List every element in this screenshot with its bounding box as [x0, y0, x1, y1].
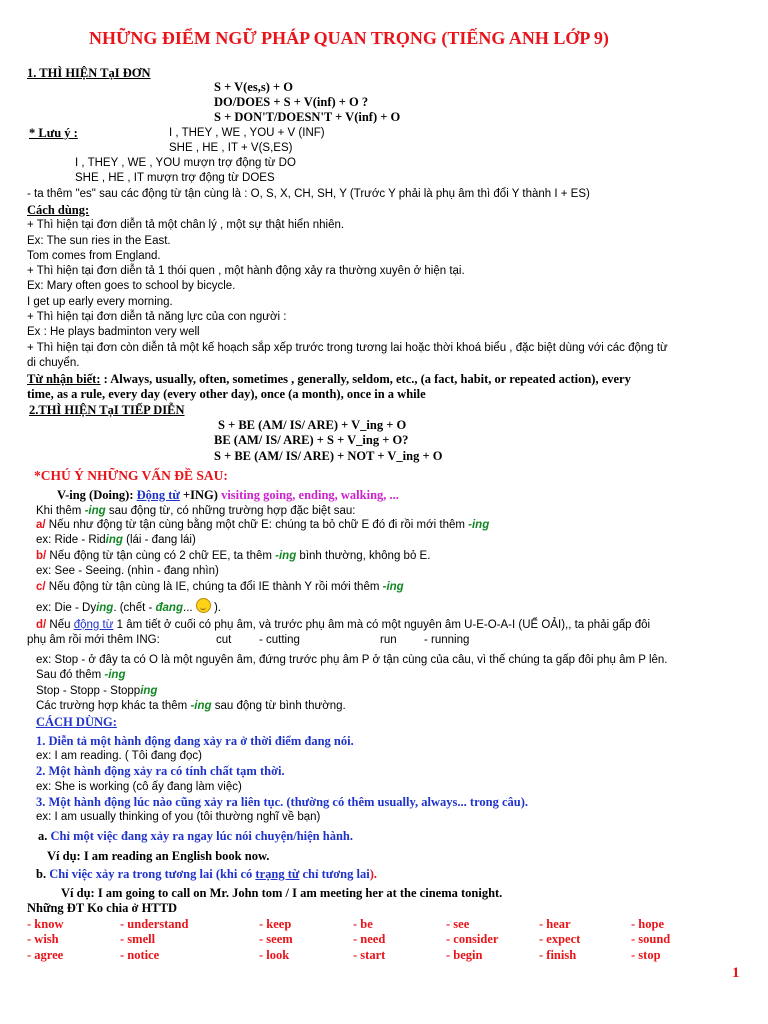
verb-item: - understand	[120, 917, 189, 931]
verb-item: - sound	[631, 932, 671, 946]
rule-a-ex-ing: ing	[105, 534, 123, 546]
rule-d-stop-ing: ing	[140, 685, 158, 697]
verb-item: - keep	[259, 917, 292, 931]
rule-a	[36, 518, 489, 533]
s1-use-2-ex2: I get up early every morning.	[27, 296, 173, 308]
rule-c	[36, 580, 404, 595]
rule-d-sau	[36, 668, 125, 683]
s2-formula-3: S + BE (AM/ IS/ ARE) + NOT + V_ing + O	[214, 449, 443, 463]
verb-item: - start	[353, 948, 386, 962]
verb-item: - consider	[446, 932, 499, 946]
rule-d-other	[36, 699, 346, 714]
s2-use-b-text-a: Chỉ việc xảy ra trong tương lai (khi có	[46, 867, 256, 881]
s2-use-b-label: b.	[36, 867, 47, 881]
rule-c-label: c/	[36, 581, 46, 593]
verb-item: - agree	[27, 948, 64, 962]
rule-d-run: run	[380, 634, 397, 646]
rule-c-ex-dang: đang	[155, 602, 183, 614]
luu-y-label: * Lưu ý :	[29, 126, 78, 140]
rule-c-ex-d: ).	[210, 602, 222, 614]
s2-use-2-ex: ex: She is working (cô ấy đang làm việc)	[36, 781, 242, 793]
rule-d-line-2: phụ âm rồi mới thêm ING:	[27, 634, 160, 646]
s2-use-a-label: a.	[38, 829, 48, 843]
rule-d-sau-ing: -ing	[104, 669, 126, 681]
verb-item: - notice	[120, 948, 160, 962]
rule-c-ex-ing: ing	[96, 602, 114, 614]
rule-b-ing: -ing	[275, 550, 297, 562]
rule-d-text-b: 1 âm tiết ở cuối có phụ âm, và trước phụ âm mà có một nguyên âm U-E-O-A-I (UỂ OẢI),, ta phải gấp đôi	[113, 619, 651, 631]
rule-c-ex-a: ex: Die - Dy	[36, 602, 97, 614]
rule-a-ex-b: (lái - đang lái)	[122, 534, 196, 546]
verb-item: - look	[259, 948, 290, 962]
rule-d-cutting: - cutting	[259, 634, 300, 646]
section-2-heading	[29, 403, 185, 418]
ving-dong-tu: Động từ	[136, 488, 180, 502]
s1-use-1-ex: Ex: The sun ries in the East.	[27, 235, 171, 247]
s2-formula-1: S + BE (AM/ IS/ ARE) + V_ing + O	[218, 418, 407, 432]
s1-use-2: + Thì hiện tại đơn diễn tả 1 thói quen , một hành động xảy ra thường xuyên ở hiện tại.	[27, 265, 465, 277]
rule-c-ex-b: . (chết -	[113, 602, 156, 614]
verb-item: - see	[446, 917, 470, 931]
verb-item: - smell	[120, 932, 156, 946]
s2-use-3-ex: ex: I am usually thinking of you (tôi thường nghĩ về bạn)	[36, 811, 321, 823]
s1-use-3: + Thì hiện tại đơn diễn tả năng lực của con người :	[27, 311, 287, 323]
es-rule: - ta thêm "es" sau các động từ tận cùng là : O, S, X, CH, SH, Y (Trước Y phải là phụ âm thì đổi Y thành I + ES)	[27, 188, 590, 200]
ving-label: V-ing (Doing):	[57, 488, 137, 502]
verb-item: - begin	[446, 948, 483, 962]
verb-item: - need	[353, 932, 386, 946]
luu-y-4: SHE , HE , IT mượn trợ động từ DOES	[75, 172, 275, 184]
tu-nhan-biet-label: Từ nhận biết:	[27, 372, 101, 386]
s2-formula-2: BE (AM/ IS/ ARE) + S + V_ing + O?	[214, 433, 409, 447]
rule-d-label: d/	[36, 619, 47, 631]
rule-d-stop	[36, 684, 157, 699]
rule-a-ex-a: ex: Ride - Rid	[36, 534, 106, 546]
s2-use-a	[38, 829, 353, 844]
rule-d-ex: ex: Stop - ở đây ta có O là một nguyên âm, đứng trước phụ âm P ở tận cùng của câu, vì thế chúng ta gấp đôi phụ âm P lên.	[36, 654, 668, 666]
rule-d-cut: cut	[216, 634, 232, 646]
ving-line	[57, 488, 399, 503]
rule-d-text-a: Nếu	[46, 619, 74, 631]
s2-use-b-text-b: chỉ tương lai	[299, 867, 370, 881]
section-1-heading	[27, 66, 151, 81]
verb-item: - expect	[539, 932, 581, 946]
s1-use-1: + Thì hiện tại đơn diễn tả một chân lý , một sự thật hiển nhiên.	[27, 219, 345, 231]
rule-c-ex	[36, 598, 221, 616]
rule-b-ex: ex: See - Seeing. (nhìn - đang nhìn)	[36, 565, 219, 577]
s2-vd-1: Ví dụ: I am reading an English book now.	[47, 849, 270, 863]
khi-them-ing: -ing	[84, 505, 106, 517]
luu-y-3: I , THEY , WE , YOU mượn trợ động từ DO	[75, 157, 296, 169]
rule-a-ex	[36, 533, 196, 548]
rule-a-label: a/	[36, 519, 46, 531]
khi-them-line	[36, 504, 355, 519]
page-number: 1	[732, 965, 740, 981]
rule-b-text-b: bình thường, không bỏ E.	[296, 550, 431, 562]
verb-item: - be	[353, 917, 373, 931]
s1-use-2-ex: Ex: Mary often goes to school by bicycle.	[27, 280, 236, 292]
rule-c-ex-c: ...	[183, 602, 196, 614]
verb-item: - seem	[259, 932, 293, 946]
s1-formula-2: DO/DOES + S + V(inf) + O ?	[214, 95, 369, 109]
s2-cach-dung: CÁCH DÙNG:	[36, 715, 117, 729]
ving-examples: visiting going, ending, walking, ...	[221, 488, 399, 502]
rule-d-running: - running	[424, 634, 470, 646]
verb-item: - hope	[631, 917, 664, 931]
s2-use-1: 1. Diễn tả một hành động đang xảy ra ở thời điểm đang nói.	[36, 734, 354, 748]
s1-cach-dung: Cách dùng:	[27, 203, 90, 217]
s1-use-4: + Thì hiện tại đơn còn diễn tả một kế hoạch sắp xếp trước trong tương lai hoặc thời khoá biểu , đặc biệt dùng với các động từ	[27, 342, 668, 354]
s2-use-2: 2. Một hành động xảy ra có tính chất tạm thời.	[36, 764, 285, 778]
rule-b-label: b/	[36, 550, 47, 562]
verb-item: - finish	[539, 948, 577, 962]
rule-b-text-a: Nếu động từ tận cùng có 2 chữ EE, ta thêm	[46, 550, 276, 562]
luu-y-2: SHE , HE , IT + V(S,ES)	[169, 142, 293, 154]
rule-d-other-ing: -ing	[190, 700, 212, 712]
rule-d-other-b: sau động từ bình thường.	[211, 700, 346, 712]
s1-use-1-ex2: Tom comes from England.	[27, 250, 161, 262]
s1-use-4b: di chuyển.	[27, 357, 80, 369]
rule-d	[36, 618, 650, 633]
s1-formula-3: S + DON'T/DOESN'T + V(inf) + O	[214, 110, 401, 124]
rule-d-sau-a: Sau đó thêm	[36, 669, 105, 681]
s1-formula-1: S + V(es,s) + O	[214, 80, 293, 94]
s2-use-3: 3. Một hành động lúc nào cũng xảy ra liên tục. (thường có thêm usually, always... trong câu).	[36, 795, 529, 809]
khi-them-a: Khi thêm	[36, 505, 85, 517]
verb-item: - know	[27, 917, 64, 931]
rule-a-text: Nếu như động từ tận cùng bằng một chữ E: chúng ta bỏ chữ E đó đi rồi mới thêm	[45, 519, 469, 531]
s2-use-1-ex: ex: I am reading. ( Tôi đang đọc)	[36, 750, 202, 762]
s1-use-3-ex: Ex : He plays badminton very well	[27, 326, 200, 338]
section-2-heading-text: 2.THÌ HIỆN TạI TIẾP DIỄN	[29, 403, 185, 417]
verb-item: - stop	[631, 948, 661, 962]
section-1-heading-text: 1. THÌ HIỆN TạI ĐƠN	[27, 66, 151, 80]
luu-y-1: I , THEY , WE , YOU + V (INF)	[169, 127, 325, 139]
smiley-icon	[196, 598, 211, 613]
s2-use-a-text: Chỉ một việc đang xảy ra ngay lúc nói chuyện/hiện hành.	[47, 829, 353, 843]
s2-vd-2: Ví dụ: I am going to call on Mr. John tom / I am meeting her at the cinema tonight.	[61, 886, 503, 900]
tu-nhan-biet	[27, 372, 631, 387]
s2-use-b-text-c: ).	[369, 867, 377, 881]
rule-d-stop-a: Stop - Stopp - Stopp	[36, 685, 141, 697]
rule-d-dong-tu: động từ	[73, 619, 114, 631]
chu-y-heading: *CHÚ Ý NHỮNG VẤN ĐỀ SAU:	[34, 468, 228, 483]
not-used-heading: Những ĐT Ko chia ở HTTD	[27, 901, 177, 915]
rule-a-ing: -ing	[468, 519, 490, 531]
s2-use-b	[36, 867, 377, 882]
s2-use-b-trang-tu: trạng từ	[255, 867, 300, 881]
rule-b	[36, 549, 430, 564]
verb-item: - wish	[27, 932, 59, 946]
tu-nhan-biet-text-2: time, as a rule, every day (every other day), once (a month), once in a while	[27, 387, 426, 401]
rule-c-ing: -ing	[382, 581, 404, 593]
verb-item: - hear	[539, 917, 571, 931]
tu-nhan-biet-text: : Always, usually, often, sometimes , generally, seldom, etc., (a fact, habit, or repeated action), every	[103, 372, 631, 386]
page-title: NHỮNG ĐIỂM NGỮ PHÁP QUAN TRỌNG (TIẾNG ANH LỚP 9)	[89, 28, 609, 48]
rule-d-other-a: Các trường hợp khác ta thêm	[36, 700, 191, 712]
ving-plus: +ING)	[179, 488, 222, 502]
rule-c-text: Nếu động từ tận cùng là IE, chúng ta đổi IE thành Y rồi mới thêm	[45, 581, 383, 593]
khi-them-b: sau động từ, có những trường hợp đặc biệt sau:	[105, 505, 356, 517]
